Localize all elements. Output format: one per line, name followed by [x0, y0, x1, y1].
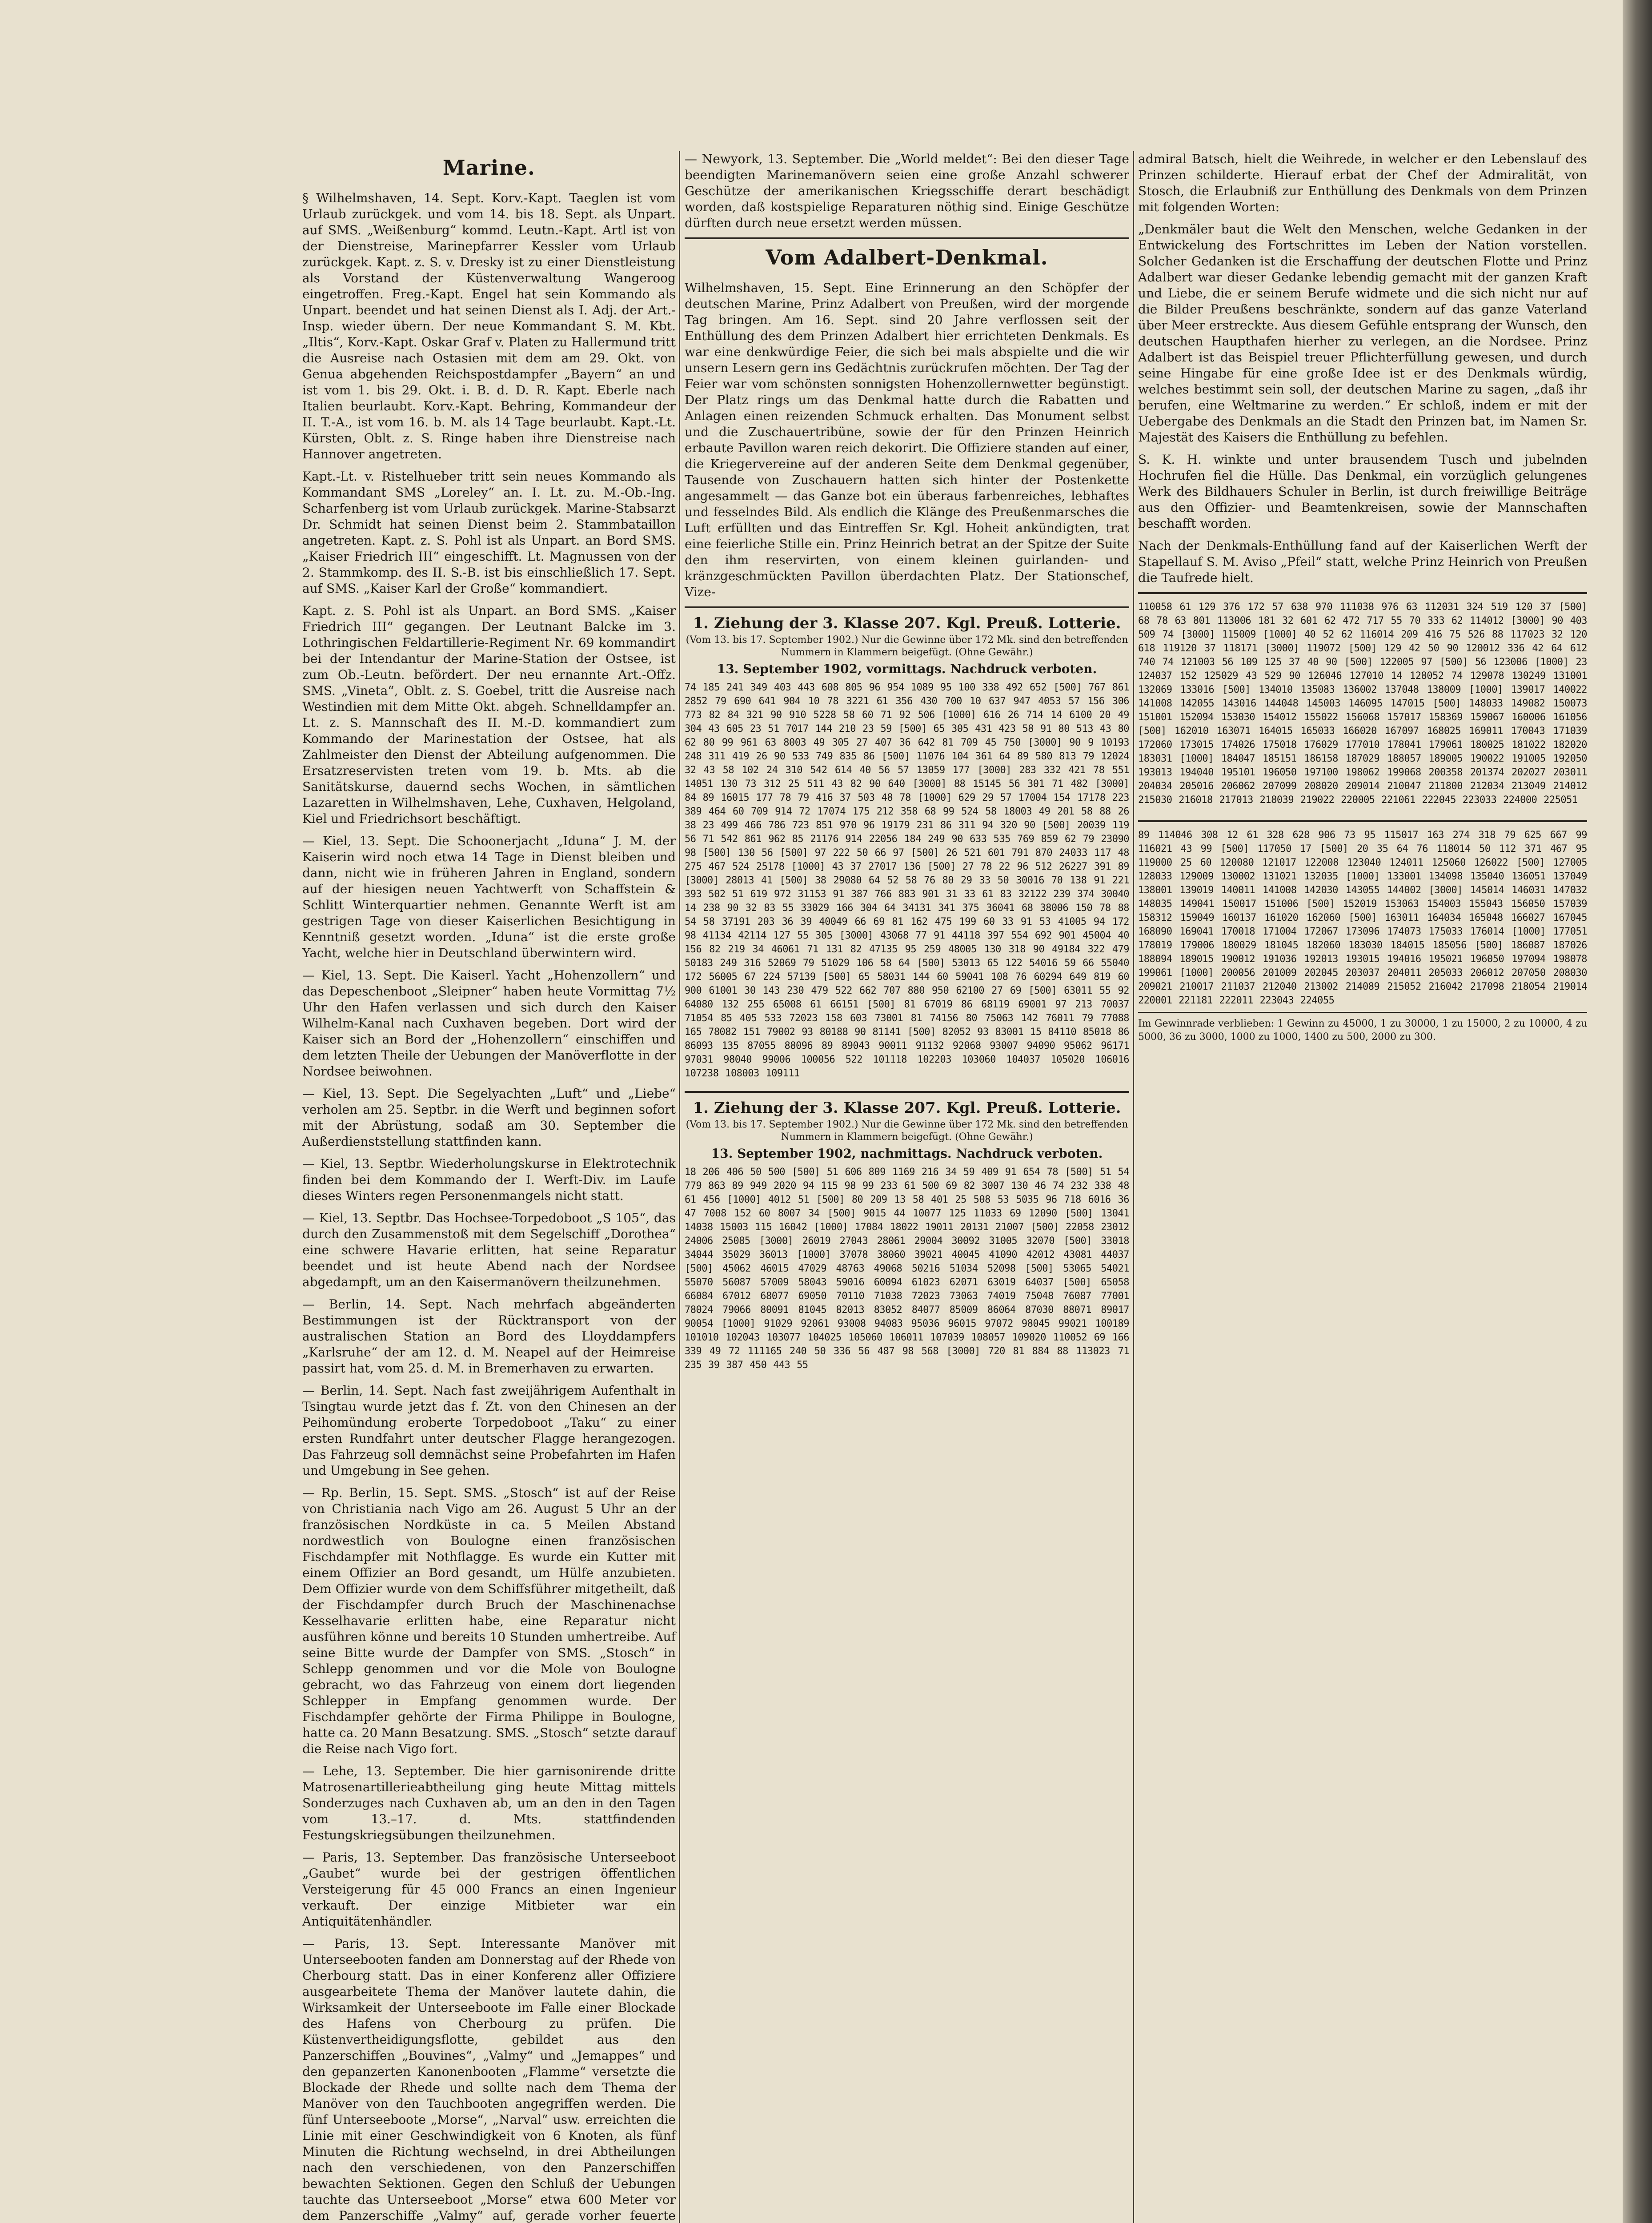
section-heading-marine: Marine.: [442, 156, 536, 180]
column-adalbert: [685, 151, 1129, 1372]
article-paragraph: — Rp. Berlin, 15. Sept. SMS. „Stosch“ ist auf der Reise von Christiania nach Vigo am 26. August 5 Uhr an der französischen Nordküste in ca. 5 Meilen Abstand nordwestlich von Boulogne einen französischen Fischdampfer mit Nothflagge. Es wurde ein Kutter mit einem Offizier an Bord gesandt, um Hülfe anzubieten. Dem Offizier wurde von dem Schiffsführer mitgetheilt, daß der Fischdampfer durch Bruch der Maschinenachse Kesselhavarie erlitten habe, eine Reparatur nicht ausführen könne und bereits 10 Stunden umhertreibe. Auf seine Bitte wurde der Dampfer von SMS. „Stosch“ in Schlepp genommen und vor die Mole von Boulogne gebracht, wo das Fahrzeug von einem dort liegenden Schlepper in Empfang genommen wurde. Der Fischdampfer gehörte der Firma Philippe in Boulogne, hatte ca. 20 Mann Besatzung. SMS. „Stosch“ setzte darauf die Reise nach Vigo fort.: [302, 1485, 676, 1756]
lottery-list-afternoon: [685, 1099, 1129, 1372]
news-item: — Newyork, 13. September. Die „World meldet“: Bei den dieser Tage beendigten Marinemanövern seien eine große Anzahl schwerer Geschütze der amerikanischen Kriegsschiffe derart beschädigt worden, daß kostspielige Reparaturen nöthig sind. Einige Geschütze dürften durch neue ersetzt werden müssen.: [685, 152, 1129, 230]
column-rule: [679, 151, 680, 2223]
column-continuation: [1138, 151, 1587, 1044]
section-divider: [1138, 820, 1587, 822]
lottery-date: 13. September 1902, nachmittags. Nachdruck verboten.: [711, 1146, 1103, 1161]
article-paragraph: — Kiel, 13. Sept. Die Segelyachten „Luft“ und „Liebe“ verholen am 25. Septbr. in die Werft und beginnen sofort mit der Abrüstung, sodaß am 30. September die Außerdienststellung stattfinden kann.: [302, 1086, 676, 1149]
article-paragraph: — Berlin, 14. Sept. Nach fast zweijährigem Aufenthalt in Tsingtau wurde jetzt das f. Zt. von den Chinesen an der Peihomündung eroberte Torpedoboot „Taku“ zu einer ersten Rundfahrt unter deutscher Flagge herangezogen. Das Fahrzeug soll demnächst seine Probefahrten im Hafen und Umgebung in See gehen.: [302, 1383, 676, 1478]
article-paragraph: — Lehe, 13. September. Die hier garnisonirende dritte Matrosenartillerieabtheilung ging heute Mittag mittels Sonderzuges nach Cuxhaven ab, um an den in den Tagen vom 13.–17. d. Mts. stattfindenden Festungskriegsübungen theilzunehmen.: [302, 1764, 676, 1842]
lottery-date: 13. September 1902, vormittags. Nachdruck verboten.: [717, 662, 1097, 676]
article-paragraph: — Kiel, 13. Sept. Die Kaiserl. Yacht „Hohenzollern“ und das Depeschenboot „Sleipner“ haben heute Vormittag 7½ Uhr den Hafen verlassen und sich durch den Kaiser Wilhelm-Kanal nach Cuxhaven begeben. Dort wird der Kaiser sich an Bord der „Hohenzollern“ einschiffen und dem letzten Theile der Uebungen der Manöverflotte in der Nordsee beiwohnen.: [302, 968, 676, 1079]
section-divider: [1138, 1012, 1587, 1013]
article-paragraph: Nach der Denkmals-Enthüllung fand auf der Kaiserlichen Werft der Stapellauf S. M. Aviso „Pfeil“ statt, welche Prinz Heinrich von Preußen die Taufrede hielt.: [1138, 538, 1587, 585]
article-paragraph: — Kiel, 13. Septbr. Das Hochsee-Torpedoboot „S 105“, das durch den Zusammenstoß mit dem Segelschiff „Dorothea“ eine schwere Havarie erlitten, hat seine Reparatur beendet und ist heute Abend nach der Nordsee abgedampft, um an den Kaisermanövern theilzunehmen.: [302, 1211, 676, 1289]
lottery-numbers: 74 185 241 349 403 443 608 805 96 954 1089 95 100 338 492 652 [500] 767 861 2852 79 690 641 904 10 78 3221 61 356 430 700 10 637 947 4053 57 156 306 773 82 84 321 90 910 5228 58 60 71 92 506 [1000] 616 26 714 14 6100 20 49 304 43 605 23 51 7017 144 210 23 59 [500] 65 305 431 423 58 91 80 513 43 80 62 80 99 961 63 8003 49 305 27 407 36 642 81 709 45 750 [3000] 90 9 10193 248 311 419 26 90 533 749 835 86 [500] 11076 104 361 64 89 580 813 79 12024 32 43 58 102 24 310 542 614 40 56 57 13059 177 [3000] 283 332 421 78 551 14051 130 73 312 25 511 43 82 90 640 [3000] 88 15145 56 301 71 482 [3000] 84 89 16015 177 78 79 416 37 503 48 78 [1000] 629 29 57 17004 154 17178 223 389 464 60 709 914 72 17074 175 212 358 68 99 524 58 18003 49 201 58 88 26 38 23 499 466 786 723 851 970 96 19179 231 86 311 94 320 90 [500] 20039 119 56 71 542 861 962 85 21176 914 22056 184 249 90 633 535 769 859 62 79 23090 98 [500] 130 56 [500] 97 222 50 66 97 [500] 26 521 601 791 870 24033 117 48 275 467 524 25178 [1000] 43 37 27017 136 [500] 27 78 22 96 512 26227 391 89 [3000] 28013 41 [500] 38 29080 64 52 58 76 80 29 33 50 30016 70 138 91 221 393 502 51 619 972 31153 91 387 766 883 901 31 33 61 83 32122 239 374 30040 14 238 90 32 83 55 33029 166 304 64 34131 341 375 36041 68 38006 150 78 88 54 58 37191 203 36 39 40049 66 69 81 162 475 199 60 33 91 53 41005 94 172 98 41134 42114 127 55 305 [3000] 43068 77 91 44118 397 554 692 901 45004 40 156 82 219 34 46061 71 131 82 47135 95 259 48005 130 318 90 49184 322 479 50183 249 316 52069 79 51029 106 58 64 [500] 53013 65 122 54016 59 66 55040 172 56005 67 224 57139 [500] 65 58031 144 60 59041 108 76 60294 649 819 60 900 61001 30 143 230 479 522 662 707 880 950 62100 27 69 [500] 63011 55 92 64080 132 255 65008 61 66151 [500] 81 67019 86 68119 69001 97 213 70037 71054 85 405 533 72023 158 603 73001 81 74156 80 75063 142 76011 79 77088 165 78082 151 79002 93 80188 90 81141 [500] 82052 93 83001 15 84110 85018 86 86093 135 87055 88096 89 89043 90011 91132 92068 93007 94090 95062 96171 97031 98040 99006 100056 522 101118 102203 103060 104037 105020 106016 107238 108003 109111: [685, 682, 1129, 1079]
article-paragraph: „Denkmäler baut die Welt den Menschen, welche Gedanken in der Entwickelung des Fortschrittes im Leben der Nation vorstellen. Solcher Gedanken ist die Erschaffung der deutschen Flotte und Prinz Adalbert war dieser Gedanke lebendig gemacht mit der ganzen Kraft und Liebe, die er seinem Berufe widmete und die sich nicht nur auf die Bilder Preußens beschränkte, sondern auf das ganze Vaterland über Meer erstreckte. Aus diesem Gefühle entsprang der Wunsch, den deutschen Haupthafen hierher zu verlegen, an die Nordsee. Prinz Adalbert ist das Beispiel treuer Pflichterfüllung gewesen, und durch seine Hingabe für eine große Idee ist er des Denkmals würdig, welches bestimmt sein soll, der deutschen Marine zu sagen, „daß ihr berufen, eine Weltmarine zu werden.“ Er schloß, indem er mit der Uebergabe des Denkmals an die Stadt den Prinzen bat, im Namen Sr. Majestät des Kaisers die Enthüllung zu befehlen.: [1138, 222, 1587, 445]
lottery-numbers: 89 114046 308 12 61 328 628 906 73 95 115017 163 274 318 79 625 667 99 116021 43 99 [500] 117050 17 [500] 20 35 64 76 118014 50 112 371 467 95 119000 25 60 120080 121017 122008 123040 124011 125060 126022 [500] 127005 128033 129009 130002 131021 132035 [1000] 133001 134098 135040 136051 137049 138001 139019 140011 141008 142030 143055 144002 [3000] 145014 146031 147032 148035 149041 150017 151006 [500] 152019 153063 154003 155043 156050 157039 158312 159049 160137 161020 162060 [500] 163011 164034 165048 166027 167045 168090 169041 170018 171004 172067 173096 174073 175033 176014 [1000] 177051 178019 179006 180029 181045 182060 183030 184015 185056 [500] 186087 187026 188094 189015 190012 191036 192013 193015 194016 195021 196050 197094 198078 199061 [1000] 200056 201009 202045 203037 204011 205033 206012 207050 208030 209021 210017 211037 212040 213002 214089 215052 216042 217098 218054 219014 220001 221181 222011 223043 224055: [1138, 830, 1587, 1006]
section-divider: [1138, 592, 1587, 594]
article-paragraph: S. K. H. winkte und unter brausendem Tusch und jubelnden Hochrufen fiel die Hülle. Das Denkmal, ein vorzüglich gelungenes Werk des Bildhauers Schuler in Berlin, ist durch freiwillige Beiträge aus den Offizier- und Beamtenkreisen, sowie der Mannschaften beschafft worden.: [1138, 452, 1587, 531]
article-paragraph: — Paris, 13. Sept. Interessante Manöver mit Unterseebooten fanden am Donnerstag auf der Rhede von Cherbourg statt. Das in einer Konferenz aller Offiziere ausgearbeitete Thema der Manöver lautete dahin, die Wirksamkeit der Unterseeboote im Falle einer Blockade des Hafens von Cherbourg zu prüfen. Die Küstenvertheidigungsflotte, gebildet aus den Panzerschiffen „Bouvines“, „Valmy“ und „Jemappes“ und den gepanzerten Kanonenbooten „Flamme“ versetzte die Blockade der Rhede und sollte nach dem Thema der Manöver von den Tauchbooten angegriffen werden. Die fünf Unterseeboote „Morse“, „Narval“ usw. erreichten die Linie mit einer Geschwindigkeit von 6 Knoten, als fünf Minuten die Richtung wechselnd, in drei Abtheilungen nach den verschiedenen, von den Panzerschiffen bewachten Sektionen. Gegen den Schluß der Uebungen tauchte das Unterseeboot „Morse“ etwa 600 Meter vor dem Panzerschiffe „Valmy“ auf, gerade vorher feuerte: [302, 1936, 676, 2223]
lottery-title: 1. Ziehung der 3. Klasse 207. Kgl. Preuß. Lotterie.: [693, 614, 1121, 632]
lottery-subtitle: (Vom 13. bis 17. September 1902.) Nur die Gewinne über 172 Mk. sind den betreffenden Nummern in Klammern beigefügt. (Ohne Gewähr.): [686, 634, 1128, 658]
lottery-remaining-note: Im Gewinnrade verblieben: 1 Gewinn zu 45000, 1 zu 30000, 1 zu 15000, 2 zu 10000, 4 zu 5000, 36 zu 3000, 1000 zu 1000, 1400 zu 500, 2000 zu 300.: [1138, 1018, 1587, 1043]
article-paragraph: Wilhelmshaven, 15. Sept. Eine Erinnerung an den Schöpfer der deutschen Marine, Prinz Adalbert von Preußen, wird der morgende Tag bringen. Am 16. Sept. sind 20 Jahre verflossen seit der Enthüllung des dem Prinzen Adalbert hier errichteten Denkmals. Es war eine denkwürdige Feier, die sich bei mals abspielte und die wir unsern Lesern gern ins Gedächtnis zurückrufen möchten. Der Tag der Feier war vom schönsten sonnigsten Hohenzollernwetter begünstigt. Der Platz rings um das Denkmal hatte durch die Rabatten und Anlagen einen reizenden Schmuck erhalten. Das Monument selbst und die Zuschauertribüne, sowie der für den Prinzen Heinrich erbaute Pavillon waren reich dekorirt. Die Offiziere standen auf einer, die Kriegervereine auf der anderen Seite dem Denkmal gegenüber, Tausende von Zuschauern hatten sich hinter der Postenkette angesammelt — das Ganze bot ein überaus farbenreiches, lebhaftes und fesselndes Bild. Als endlich die Klänge des Preußenmarsches die Luft erfüllten und das Eintreffen Sr. Kgl. Hoheit ankündigten, trat eine feierliche Stille ein. Prinz Heinrich betrat an der Spitze der Suite den ihm reservirten, von einem kleinen guirlanden- und kränzgeschmückten Pavillon überdachten Platz. Der Stationschef, Vize-: [685, 281, 1129, 599]
section-divider: [685, 237, 1129, 239]
section-heading-adalbert: Vom Adalbert-Denkmal.: [766, 245, 1048, 269]
article-paragraph: — Berlin, 14. Sept. Nach mehrfach abgeänderten Bestimmungen ist der Rücktransport von der australischen Station an Bord des Lloyddampfers „Karlsruhe“ der am 12. d. M. Neapel auf der Heimreise passirt hat, vom 25. d. M. in Bremerhaven zu erwarten.: [302, 1297, 676, 1376]
lottery-numbers: 18 206 406 50 500 [500] 51 606 809 1169 216 34 59 409 91 654 78 [500] 51 54 779 863 89 949 2020 94 115 98 99 233 61 500 69 82 3007 130 46 74 232 338 48 61 456 [1000] 4012 51 [500] 80 209 13 58 401 25 508 53 5035 96 718 6016 36 47 7008 152 60 8007 34 [500] 9015 44 10077 125 11033 69 12090 [500] 13041 14038 15003 115 16042 [1000] 17084 18022 19011 20131 21007 [500] 22058 23012 24006 25085 [3000] 26019 27043 28061 29004 30092 31005 32070 [500] 33018 34044 35029 36013 [1000] 37078 38060 39021 40045 41090 42012 43081 44037 [500] 45062 46015 47029 48763 49068 50216 51034 52098 [500] 53065 54021 55070 56087 57009 58043 59016 60094 61023 62071 63019 64037 [500] 65058 66084 67012 68077 69050 70110 71038 72023 73063 74019 75048 76087 77001 78024 79066 80091 81045 82013 83052 84077 85009 86064 87030 88071 89017 90054 [1000] 91029 92061 93008 94083 95036 96015 97072 98045 99021 100189 101010 102043 103077 104025 105060 106011 107039 108057 109020 110052 69 166 339 49 72 111165 240 50 336 56 487 98 568 [3000] 720 81 884 88 113023 71 235 39 387 450 443 55: [685, 1167, 1129, 1371]
section-divider: [685, 606, 1129, 608]
article-paragraph: — Paris, 13. September. Das französische Unterseeboot „Gaubet“ wurde bei der gestrigen öffentlichen Versteigerung für 45 000 Francs an einen Ingenieur verkauft. Der einzige Mitbieter war ein Antiquitätenhändler.: [302, 1850, 676, 1929]
article-paragraph: Kapt. z. S. Pohl ist als Unpart. an Bord SMS. „Kaiser Friedrich III“ gegangen. Der Leutnant Balcke im 3. Lothringischen Feldartillerie-Regiment Nr. 69 kommandirt bei der Intendantur der Marine-Station der Ostsee, ist zum Ob.-Leutn. befördert. Der neu ernannte Art.-Offz. SMS. „Vineta“, Oblt. z. S. Goebel, tritt die Ausreise nach Westindien mit dem Mitte Okt. abgeh. Schnelldampfer an. Lt. z. S. Mannschaft des II. M.-D. kommandiert zum Kommando der Marinestation der Ostsee, hat als Zahlmeister den Dienst der Abteilung aufgenommen. Die Ersatzreservisten treten vom 19. b. Mts. ab die Sanitätskurse, dauernd sechs Wochen, in sämtlichen Lazaretten in Wilhelmshaven, Lehe, Cuxhaven, Helgoland, Kiel und Friedrichsort beschäftigt.: [302, 603, 676, 826]
lottery-list-morning: [685, 614, 1129, 1080]
lottery-title: 1. Ziehung der 3. Klasse 207. Kgl. Preuß. Lotterie.: [693, 1099, 1121, 1117]
article-paragraph: — Kiel, 13. Sept. Die Schoonerjacht „Iduna“ J. M. der Kaiserin wird noch etwa 14 Tage in Dienst bleiben und dann, nicht wie in früheren Jahren in England, sondern auf der hiesigen neuen Yachtwerft von Schaffstein & Schlitt Winterquartier nehmen. Genannte Werft ist am gestrigen Tage von dieser Kaiserlichen Besichtigung in Kenntniß gesetzt worden. „Iduna“ ist die erste große Yacht, welche hier in Deutschland überwintern wird.: [302, 834, 676, 960]
section-divider: [685, 1091, 1129, 1093]
lottery-subtitle: (Vom 13. bis 17. September 1902.) Nur die Gewinne über 172 Mk. sind den betreffenden Nummern in Klammern beigefügt. (Ohne Gewähr.): [686, 1119, 1128, 1143]
article-paragraph: § Wilhelmshaven, 14. Sept. Korv.-Kapt. Taeglen ist vom Urlaub zurückgek. und vom 14. bis 18. Sept. als Unpart. auf SMS. „Weißenburg“ kommd. Leutn.-Kapt. Artl ist von der Dienstreise, Marinepfarrer Kessler vom Urlaub zurückgek. Kapt. z. S. v. Dresky ist zu einer Dienstleistung als Vorstand der Küstenverwaltung Wangeroog eingetroffen. Freg.-Kapt. Engel hat sein Kommando als Unpart. beendet und hat seinen Dienst als I. Adj. der Art.-Insp. wieder übern. Der neue Kommandant S. M. Kbt. „Iltis“, Korv.-Kapt. Oskar Graf v. Platen zu Hallermund tritt die Ausreise nach Ostasien mit dem am 29. Okt. von Genua abgehenden Reichspostdampfer „Bayern“ an und ist vom 1. bis 29. Okt. i. B. d. D. R. Kapt. Eberle nach Italien beurlaubt. Korv.-Kapt. Behring, Kommandeur der II. T.-A., ist vom 16. b. M. als 14 Tage beurlaubt. Kapt.-Lt. Kürsten, Oblt. z. S. Ringe haben ihre Dienstreise nach Hannover angetreten.: [302, 191, 676, 461]
article-paragraph: Kapt.-Lt. v. Ristelhueber tritt sein neues Kommando als Kommandant SMS „Loreley“ an. I. Lt. zu. M.-Ob.-Ing. Scharfenberg ist vom Urlaub zurückgek. Marine-Stabsarzt Dr. Schmidt hat seinen Dienst beim 2. Stammbataillon angetreten. Kapt. z. S. Pohl ist als Unpart. an Bord SMS. „Kaiser Friedrich III“ eingeschifft. Lt. Magnussen von der 2. Stammkomp. des II. S.-B. ist bis einschließlich 17. Sept. auf SMS. „Kaiser Karl der Große“ kommandiert.: [302, 469, 676, 596]
column-marine: [302, 151, 676, 2223]
book-edge: [1623, 0, 1652, 2223]
column-rule: [1133, 151, 1134, 2223]
article-paragraph: admiral Batsch, hielt die Weihrede, in welcher er den Lebenslauf des Prinzen schilderte. Hierauf erbat der Chef der Admiralität, von Stosch, die Erlaubniß zur Enthüllung des Denkmals von dem Prinzen mit folgenden Worten:: [1138, 152, 1587, 214]
lottery-numbers: 110058 61 129 376 172 57 638 970 111038 976 63 112031 324 519 120 37 [500] 68 78 63 801 113006 181 32 601 62 472 717 55 70 333 62 114012 [3000] 90 403 509 74 [3000] 115009 [1000] 40 52 62 116014 209 416 75 526 88 117023 32 120 618 119120 37 118171 [3000] 119072 [500] 129 42 50 90 120012 336 42 64 612 740 74 121003 56 109 125 37 40 90 [500] 122005 97 [500] 56 123006 [1000] 23 124037 152 125029 43 529 90 126046 127010 14 128052 74 129078 130249 131001 132069 133016 [500] 134010 135083 136002 137048 138009 [1000] 139017 140022 141008 142055 143016 144048 145003 146095 147015 [500] 148033 149082 150073 151001 152094 153030 154012 155022 156068 157017 158369 159067 160006 161056 [500] 162010 163071 164015 165033 166020 167097 168025 169011 170043 171039 172060 173015 174026 175018 176029 177010 178041 179061 180025 181022 182020 183031 [1000] 184047 185151 186158 187029 188057 189005 190022 191005 192050 193013 194040 195101 196050 197100 198062 199068 200358 201374 202027 203011 204034 205016 206062 207099 208020 209014 210047 211800 212034 213049 214012 215030 216018 217013 218039 219022 220005 221061 222045 223033 224000 225051: [1138, 602, 1587, 806]
article-paragraph: — Kiel, 13. Septbr. Wiederholungskurse in Elektrotechnik finden bei dem Kommando der I. Werft-Div. im Laufe dieses Winters regen Personenmangels nicht statt.: [302, 1156, 676, 1203]
